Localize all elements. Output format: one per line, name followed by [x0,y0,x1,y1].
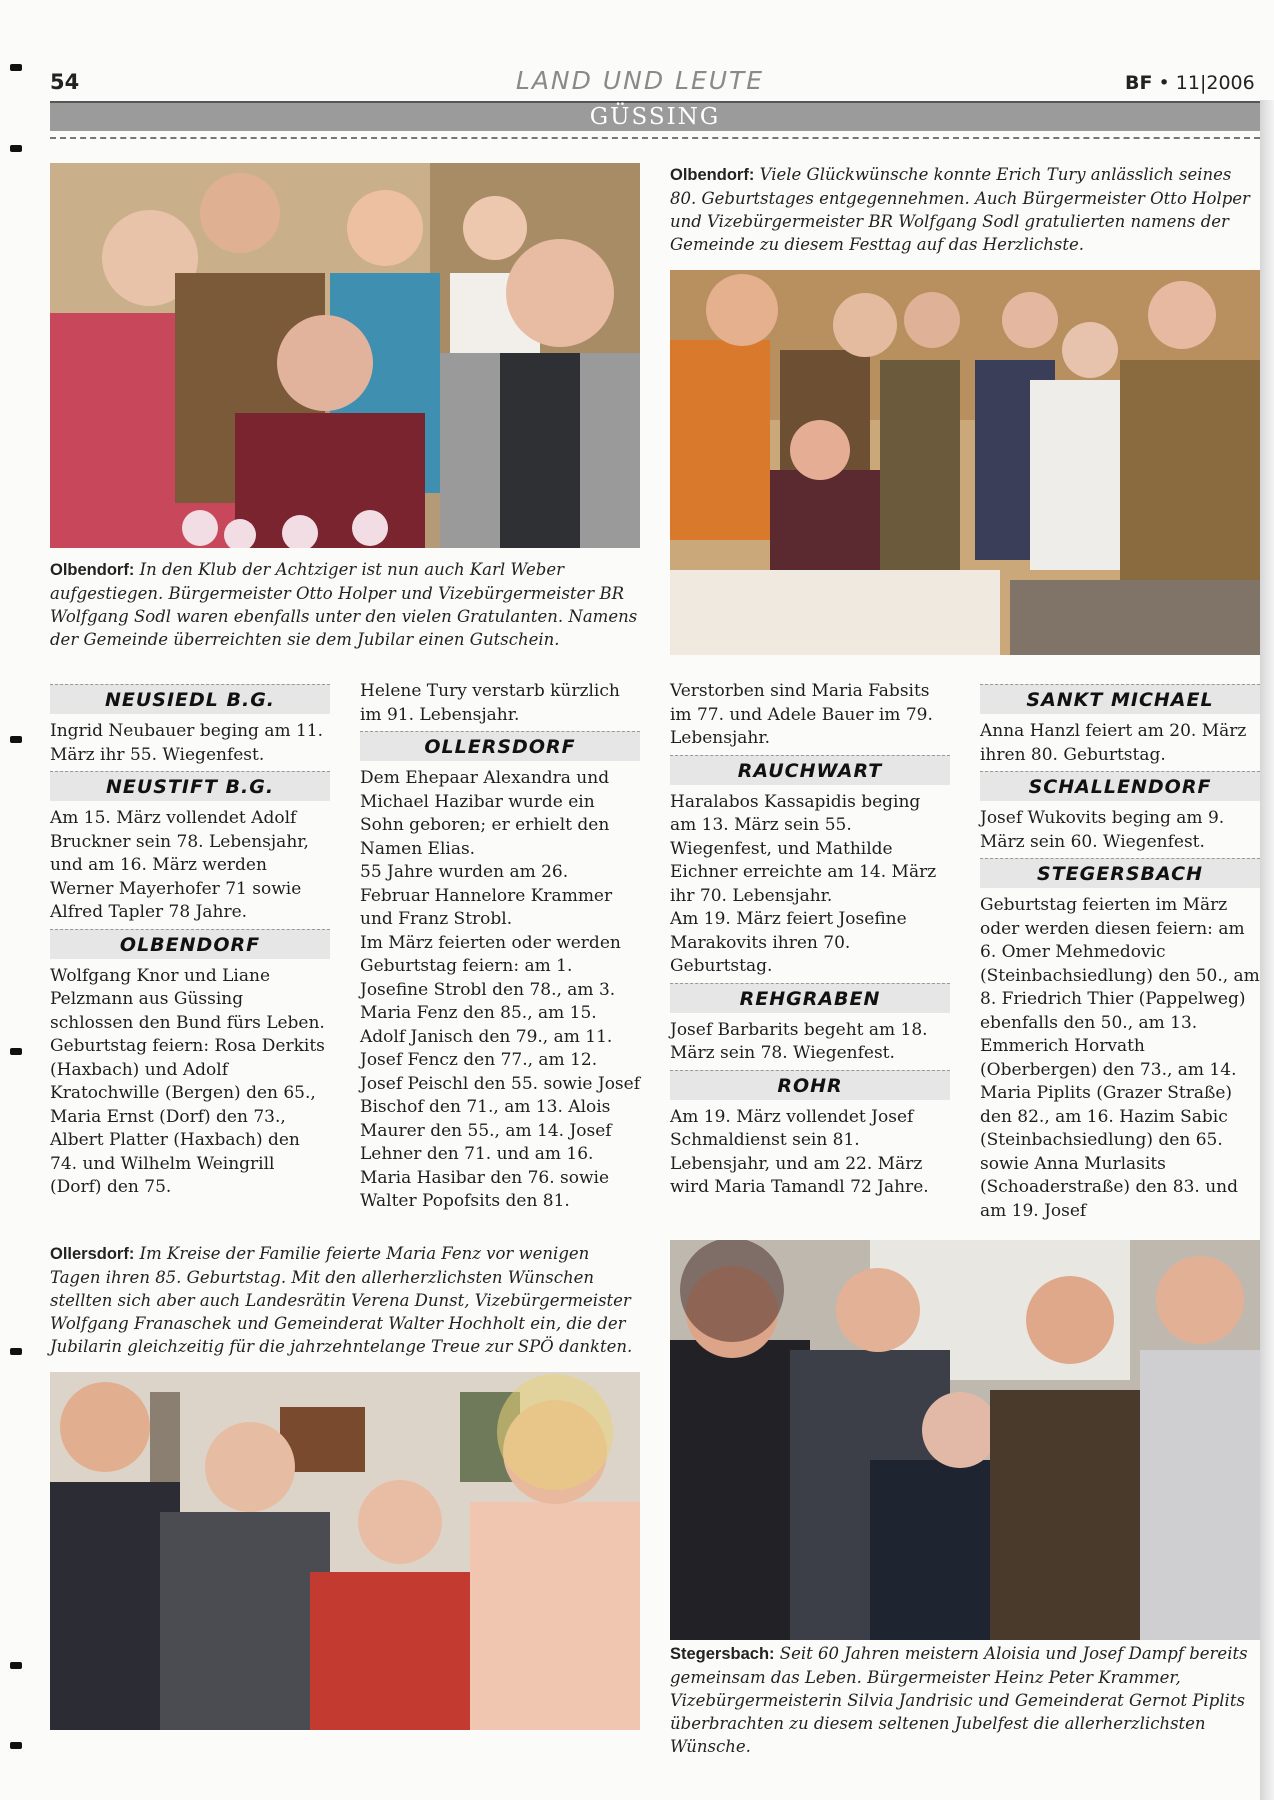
region-banner [50,101,1260,131]
margin-mark [10,1662,22,1669]
article-olbendorf: Wolfgang Knor und Liane Pelzmann aus Güssing schlossen den Bund fürs Leben. Geburtstag feiern: Rosa Derkits (Haxbach) und Adolf Kratochwille (Bergen) den 65., Maria Ernst (Dorf) den 73., Albert Platter (Haxbach) den 74. und Wilhelm Weingrill (Dorf) den 75. [50,965,325,1197]
margin-mark [10,1048,22,1055]
issue-number: 11|2006 [1175,72,1255,94]
article-continuation-olbendorf: Helene Tury verstarb kürzlich im 91. Lebensjahr. [360,681,620,725]
article-continuation-ollersdorf: Verstorben sind Maria Fabsits im 77. und Adele Bauer im 79. Lebensjahr. [670,681,933,748]
caption-text: Im Kreise der Familie feierte Maria Fenz vor wenigen Tagen ihren 85. Geburtstag. Mit den allerherzlichsten Wünschen stellten sich aber auch Landesrätin Verena Dunst, Vizebürgermeister Wolfgang Franaschek und Gemeinderat Walter Hochholt ein, die der Jubilarin gleichzeitig für die jahrzehntelange Treue zur SPÖ dankten. [50,1244,633,1356]
page-fold-shadow [1260,100,1274,1800]
caption-text: Seit 60 Jahren meistern Aloisia und Josef Dampf bereits gemeinsam das Leben. Bürgermeister Heinz Peter Krammer, Vizebürgermeisterin Silvia Jandrisic und Gemeinderat Gernot Piplits überbrachten zu diesem seltenen Jubelfest die allerherzlichsten Wünsche. [670,1644,1248,1756]
region-name: GÜSSING [589,104,721,130]
caption-bottom-left [50,1242,640,1358]
section-head-ollersdorf: OLLERSDORF [360,731,640,761]
publication-name: BF [1125,72,1153,94]
section-title: LAND UND LEUTE [515,66,765,95]
margin-mark [10,64,22,71]
caption-place: Ollersdorf: [50,1245,135,1263]
article-ollersdorf-birthdays: Im März feierten oder werden Geburtstag feiern: am 1. Josefine Strobl den 78., am 3. Maria Fenz den 85., am 15. Adolf Janisch den 79., am 11. Josef Fencz den 77., am 12. Josef Peischl den 55. sowie Josef Bischof den 71., am 13. Alois Maurer den 55., am 14. Josef Lehner den 71. und am 16. Maria Hasibar den 76. sowie Walter Popofsits den 81. [360,932,641,1211]
article-schallendorf: Josef Wukovits beging am 9. März sein 60. Wiegenfest. [980,808,1225,852]
caption-text: Viele Glückwünsche konnte Erich Tury anlässlich seines 80. Geburtstages entgegennehmen. Auch Bürgermeister Otto Holper und Vizebürgermeister BR Wolfgang Sodl gratulierten namens der Gemeinde zu diesem Festtag auf das Herzlichste. [670,165,1250,254]
caption-top-left [50,558,640,651]
margin-mark [10,145,22,152]
section-head-rehgraben: REHGRABEN [670,983,950,1013]
section-head-sankt-michael: SANKT MICHAEL [980,684,1260,714]
article-neustift: Am 15. März vollendet Adolf Bruckner sein 78. Lebensjahr, und am 16. März werden Werner Mayerhofer 71 sowie Alfred Tapler 78 Jahre. [50,808,309,922]
margin-mark [10,1742,22,1749]
section-head-stegersbach: STEGERSBACH [980,858,1260,888]
column-1 [50,680,330,1200]
section-head-olbendorf: OLBENDORF [50,929,330,959]
issue-info [1125,72,1255,94]
article-rauchwart-2: Am 19. März feiert Josefine Marakovits ihren 70. Geburtstag. [670,909,907,976]
column-2 [360,680,640,1214]
photo-stegersbach-dampf [670,1240,1260,1640]
article-sankt-michael: Anna Hanzl feiert am 20. März ihren 80. Geburtstag. [980,721,1247,765]
caption-place: Stegersbach: [670,1645,775,1663]
photo-ollersdorf-maria-fenz [50,1372,640,1730]
caption-top-right [670,163,1260,256]
section-head-rauchwart: RAUCHWART [670,755,950,785]
article-rohr: Am 19. März vollendet Josef Schmaldienst sein 81. Lebensjahr, und am 22. März wird Maria Tamandl 72 Jahre. [670,1106,929,1197]
header-divider [50,137,1260,139]
article-ollersdorf-birth: Dem Ehepaar Alexandra und Michael Hazibar wurde ein Sohn geboren; er erhielt den Namen Elias. [360,768,610,859]
section-head-neusiedl: NEUSIEDL B.G. [50,684,330,714]
article-rehgraben: Josef Barbarits begeht am 18. März sein 78. Wiegenfest. [670,1019,928,1063]
column-4 [980,680,1260,1223]
section-head-neustift: NEUSTIFT B.G. [50,771,330,801]
section-head-schallendorf: SCHALLENDORF [980,771,1260,801]
photo-olbendorf-karl-weber [50,163,640,548]
photo-olbendorf-erich-tury [670,270,1260,655]
article-neusiedl: Ingrid Neubauer beging am 11. März ihr 55. Wiegenfest. [50,721,324,765]
column-3 [670,680,950,1200]
article-ollersdorf-anniversary: 55 Jahre wurden am 26. Februar Hannelore Krammer und Franz Strobl. [360,862,613,929]
caption-bottom-right [670,1642,1260,1758]
margin-mark [10,736,22,743]
caption-text: In den Klub der Achtziger ist nun auch Karl Weber aufgestiegen. Bürgermeister Otto Holper und Vizebürgermeister BR Wolfgang Sodl waren ebenfalls unter den vielen Gratulanten. Namens der Gemeinde überreichten sie dem Jubilar einen Gutschein. [50,560,638,649]
article-rauchwart-1: Haralabos Kassapidis beging am 13. März sein 55. Wiegenfest, und Mathilde Eichner erreichte am 14. März ihr 70. Lebensjahr. [670,791,937,906]
page-number: 54 [50,70,80,94]
caption-place: Olbendorf: [50,561,135,579]
section-head-rohr: ROHR [670,1070,950,1100]
margin-mark [10,1348,22,1355]
issue-separator: • [1158,72,1170,94]
article-stegersbach: Geburtstag feierten im März oder werden diesen feiern: am 6. Omer Mehmedovic (Steinbachsiedlung) den 50., am 8. Friedrich Thier (Pappelweg) ebenfalls den 50., am 13. Emmerich Horvath (Oberbergen) den 73., am 14. Maria Piplits (Grazer Straße) den 82., am 16. Hazim Sabic (Steinbachsiedlung) den 65. sowie Anna Murlasits (Schoaderstraße) den 83. und am 19. Josef [980,895,1260,1221]
caption-place: Olbendorf: [670,166,755,184]
